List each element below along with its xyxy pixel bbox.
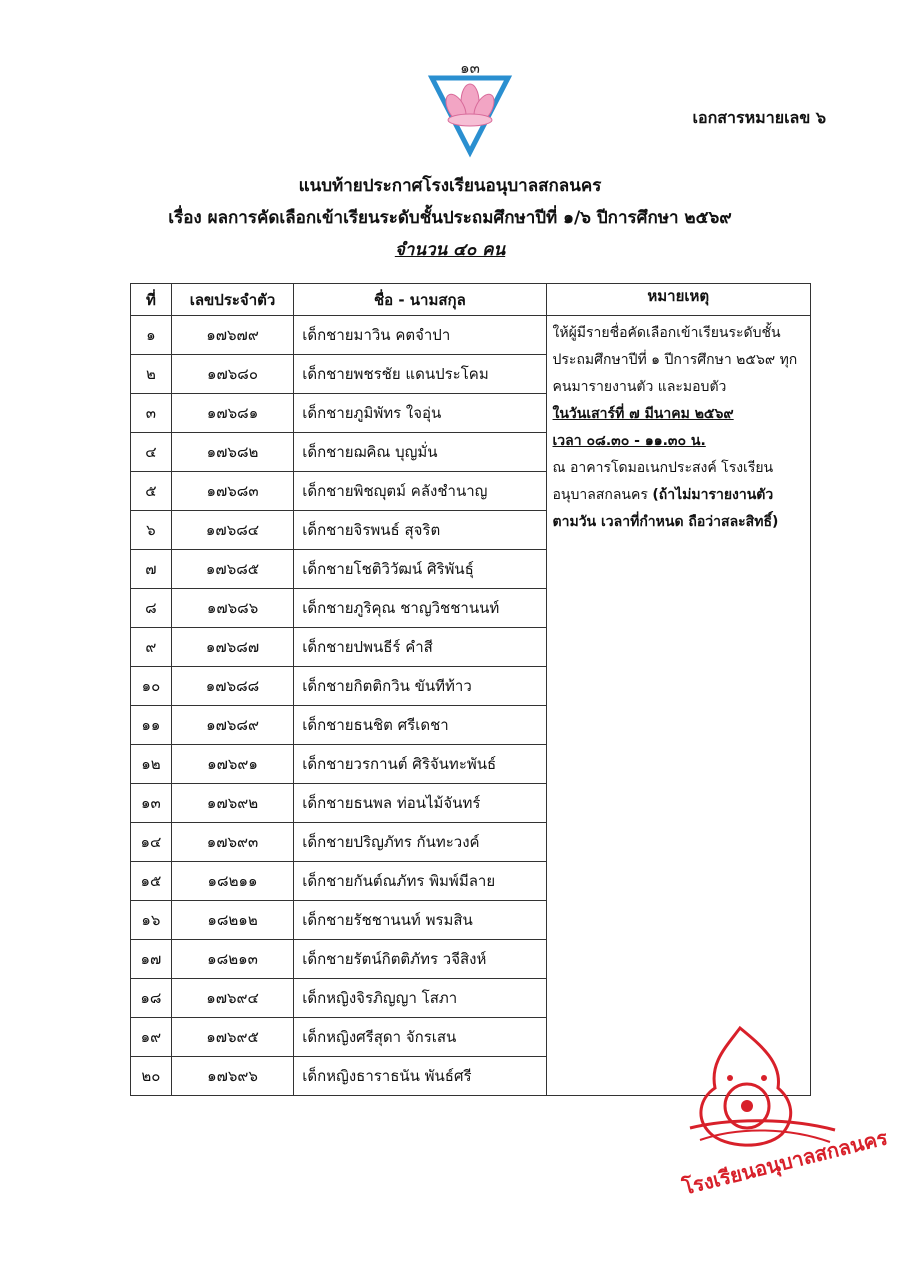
row-name: เด็กชายโชติวิวัฒน์ ศิริพันธุ์ bbox=[294, 550, 546, 589]
row-no: ๑๑ bbox=[131, 706, 172, 745]
row-id: ๑๗๖๘๓ bbox=[171, 472, 293, 511]
row-no: ๑๗ bbox=[131, 940, 172, 979]
row-id: ๑๗๖๘๙ bbox=[171, 706, 293, 745]
remark-warning: (ถ้าไม่มารายงานตัว ตามวัน เวลาที่กำหนด ถือว่าสละสิทธิ์) bbox=[552, 487, 779, 530]
student-table bbox=[130, 283, 811, 1096]
school-logo bbox=[420, 56, 520, 156]
announcement-subject: เรื่อง ผลการคัดเลือกเข้าเรียนระดับชั้นประถมศึกษาปีที่ ๑/๖ ปีการศึกษา ๒๕๖๙ bbox=[168, 208, 732, 228]
header-note: หมายเหตุ bbox=[546, 284, 810, 316]
row-no: ๓ bbox=[131, 394, 172, 433]
row-name: เด็กชายปริญภัทร กันทะวงค์ bbox=[294, 823, 546, 862]
row-name: เด็กชายจิรพนธ์ สุจริต bbox=[294, 511, 546, 550]
student-count: จำนวน ๔๐ คน bbox=[394, 240, 506, 260]
row-id: ๑๗๖๙๔ bbox=[171, 979, 293, 1018]
row-no: ๑๘ bbox=[131, 979, 172, 1018]
row-id: ๑๘๒๑๓ bbox=[171, 940, 293, 979]
row-name: เด็กชายวรกานต์ ศิริจันทะพันธ์ bbox=[294, 745, 546, 784]
row-id: ๑๗๖๘๑ bbox=[171, 394, 293, 433]
row-no: ๑๔ bbox=[131, 823, 172, 862]
row-no: ๙ bbox=[131, 628, 172, 667]
row-name: เด็กชายพชรชัย แดนประโคม bbox=[294, 355, 546, 394]
table-header-row bbox=[131, 284, 811, 316]
row-name: เด็กชายรัตน์กิตติภัทร วจีสิงห์ bbox=[294, 940, 546, 979]
row-id: ๑๗๖๙๒ bbox=[171, 784, 293, 823]
remark bbox=[547, 316, 810, 540]
row-id: ๑๗๖๘๖ bbox=[171, 589, 293, 628]
school-seal-stamp bbox=[670, 1018, 890, 1200]
row-name: เด็กหญิงศรีสุดา จักรเสน bbox=[294, 1018, 546, 1057]
row-name: เด็กชายกิตติกวิน ขันทีท้าว bbox=[294, 667, 546, 706]
header-name: ชื่อ - นามสกุล bbox=[294, 284, 546, 316]
lotus-triangle-icon bbox=[420, 74, 520, 158]
row-no: ๑๐ bbox=[131, 667, 172, 706]
row-no: ๑๖ bbox=[131, 901, 172, 940]
row-no: ๕ bbox=[131, 472, 172, 511]
row-name: เด็กชายฌคิณ บุญมั่น bbox=[294, 433, 546, 472]
row-name: เด็กชายภูมิพัทร ใจอุ่น bbox=[294, 394, 546, 433]
document-number: เอกสารหมายเลข ๖ bbox=[692, 108, 826, 127]
remark-date: ในวันเสาร์ที่ ๗ มีนาคม ๒๕๖๙ bbox=[552, 406, 734, 422]
row-name: เด็กชายภูริคุณ ชาญวิชชานนท์ bbox=[294, 589, 546, 628]
row-no: ๘ bbox=[131, 589, 172, 628]
row-no: ๑๕ bbox=[131, 862, 172, 901]
row-id: ๑๗๖๗๙ bbox=[171, 316, 293, 355]
row-no: ๔ bbox=[131, 433, 172, 472]
seal-emblem-icon bbox=[670, 1018, 890, 1200]
remark-place: ณ อาคารโดมอเนกประสงค์ โรงเรียน อนุบาลสกลนคร bbox=[552, 460, 774, 503]
row-name: เด็กชายกันต์ณภัทร พิมพ์มีลาย bbox=[294, 862, 546, 901]
row-id: ๑๗๖๙๑ bbox=[171, 745, 293, 784]
row-name: เด็กหญิงธาราธนัน พันธ์ศรี bbox=[294, 1057, 546, 1096]
row-name: เด็กหญิงจิรภิญญา โสภา bbox=[294, 979, 546, 1018]
row-id: ๑๗๖๙๖ bbox=[171, 1057, 293, 1096]
row-name: เด็กชายธนชิต ศรีเดชา bbox=[294, 706, 546, 745]
row-name: เด็กชายมาวิน คตจำปา bbox=[294, 316, 546, 355]
row-no: ๗ bbox=[131, 550, 172, 589]
row-id: ๑๗๖๘๐ bbox=[171, 355, 293, 394]
row-name: เด็กชายปพนธีร์ คำสี bbox=[294, 628, 546, 667]
row-id: ๑๗๖๘๘ bbox=[171, 667, 293, 706]
row-no: ๑ bbox=[131, 316, 172, 355]
announcement-title: แนบท้ายประกาศโรงเรียนอนุบาลสกลนคร bbox=[298, 176, 602, 196]
row-name: เด็กชายรัชชานนท์ พรมสิน bbox=[294, 901, 546, 940]
row-no: ๑๓ bbox=[131, 784, 172, 823]
row-name: เด็กชายพิชญุตม์ คลังชำนาญ bbox=[294, 472, 546, 511]
row-id: ๑๘๒๑๒ bbox=[171, 901, 293, 940]
row-id: ๑๗๖๘๗ bbox=[171, 628, 293, 667]
row-no: ๑๙ bbox=[131, 1018, 172, 1057]
seal-text: โรงเรียนอนุบาลสกลนคร bbox=[679, 1125, 890, 1200]
row-no: ๑๒ bbox=[131, 745, 172, 784]
logo-number: ๑๓ bbox=[460, 59, 480, 77]
row-id: ๑๗๖๘๕ bbox=[171, 550, 293, 589]
table-row bbox=[131, 316, 811, 355]
row-id: ๑๗๖๙๕ bbox=[171, 1018, 293, 1057]
row-id: ๑๗๖๙๓ bbox=[171, 823, 293, 862]
row-id: ๑๗๖๘๒ bbox=[171, 433, 293, 472]
row-id: ๑๘๒๑๑ bbox=[171, 862, 293, 901]
row-no: ๒๐ bbox=[131, 1057, 172, 1096]
remark-time: เวลา ๐๘.๓๐ - ๑๑.๓๐ น. bbox=[552, 433, 706, 449]
header-id: เลขประจำตัว bbox=[171, 284, 293, 316]
remark-instruction: ให้ผู้มีรายชื่อคัดเลือกเข้าเรียนระดับชั้น ประถมศึกษาปีที่ ๑ ปีการศึกษา ๒๕๖๙ ทุกคนมารายงานตัว และมอบตัว bbox=[552, 325, 798, 395]
row-id: ๑๗๖๘๔ bbox=[171, 511, 293, 550]
row-no: ๒ bbox=[131, 355, 172, 394]
note-cell bbox=[546, 316, 810, 1096]
row-no: ๖ bbox=[131, 511, 172, 550]
row-name: เด็กชายธนพล ท่อนไม้จันทร์ bbox=[294, 784, 546, 823]
header-no: ที่ bbox=[131, 284, 172, 316]
